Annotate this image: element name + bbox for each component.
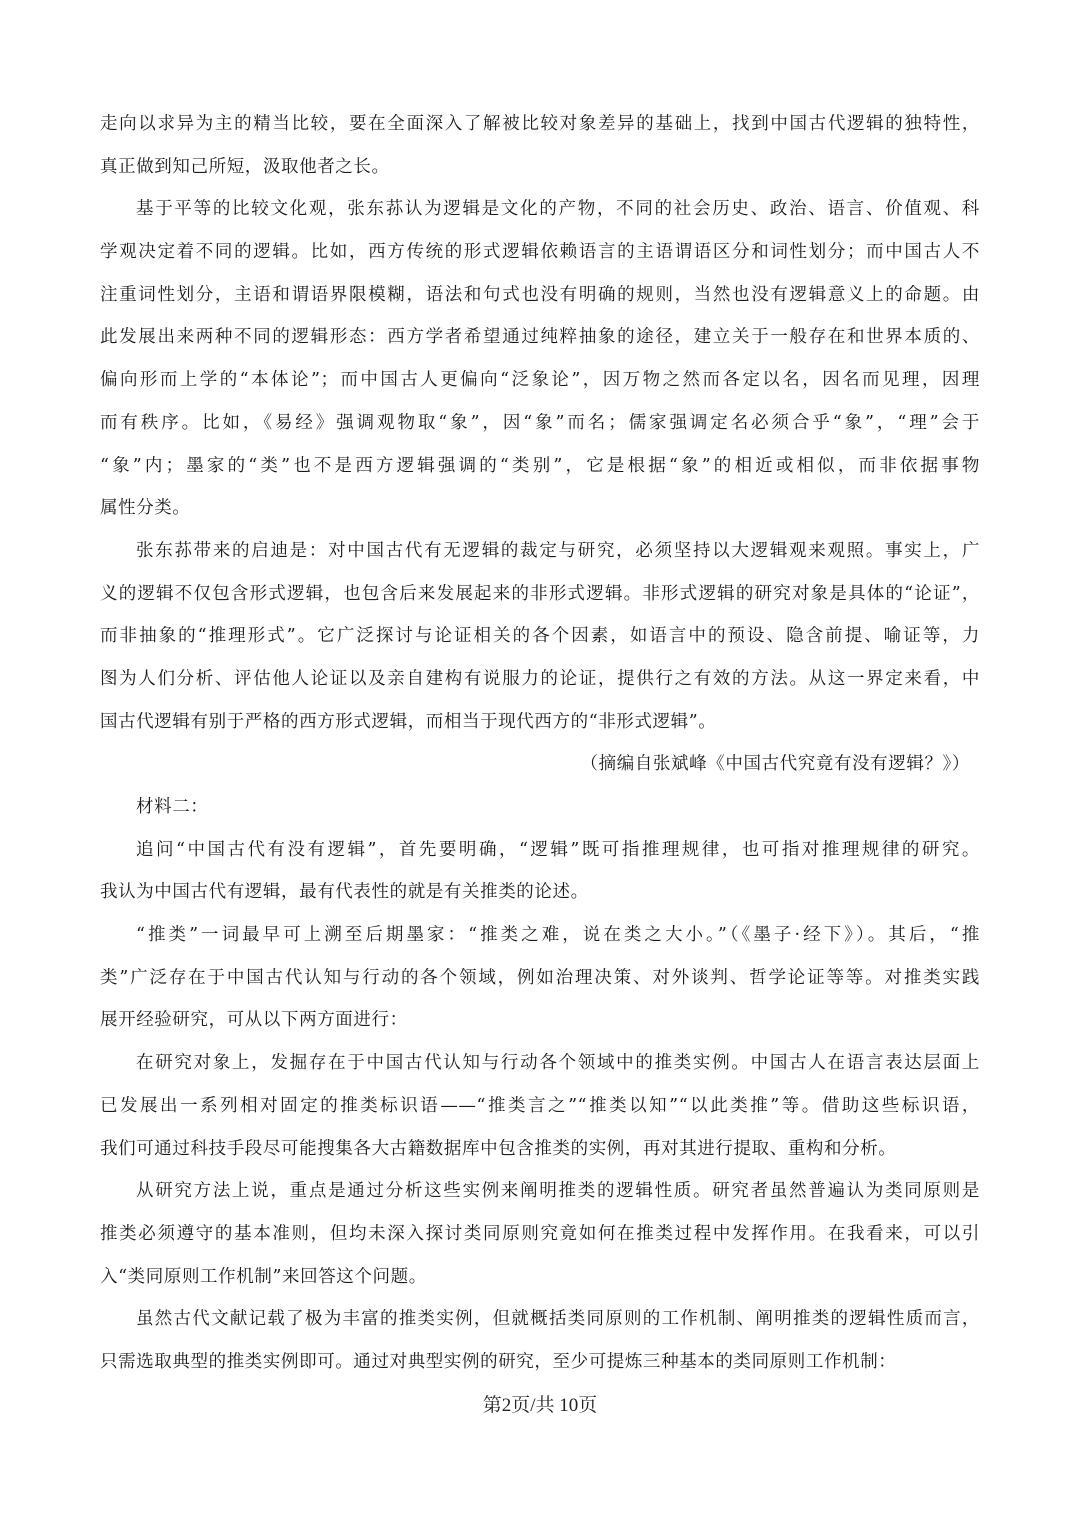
text-line: 学观决定着不同的逻辑。比如，西方传统的形式逻辑依赖语言的主语谓语区分和词性划分；而中国古人不	[100, 242, 980, 263]
paragraph-start-line: 追问“中国古代有没有逻辑”，首先要明确，“逻辑”既可指推理规律，也可指对推理规律的研究。	[136, 839, 980, 860]
text-line: 而非抽象的“推理形式”。它广泛探讨与论证相关的各个因素，如语言中的预设、隐含前提、喻证等，力	[100, 626, 980, 647]
paragraph-start-line: 基于平等的比较文化观，张东荪认为逻辑是文化的产物，不同的社会历史、政治、语言、价值观、科	[136, 199, 980, 220]
paragraph-start-line: 张东荪带来的启迪是：对中国古代有无逻辑的裁定与研究，必须坚持以大逻辑观来观照。事实上，广	[136, 540, 980, 561]
text-line: 义的逻辑不仅包含形式逻辑，也包含后来发展起来的非形式逻辑。非形式逻辑的研究对象是具体的“论证”，	[100, 583, 980, 604]
paragraph-start-line: 从研究方法上说，重点是通过分析这些实例来阐明推类的逻辑性质。研究者虽然普遍认为类同原则是	[136, 1181, 980, 1202]
page-number-footer: 第2页/共 10页	[482, 1395, 598, 1416]
paragraph-start-line: 在研究对象上，发掘存在于中国古代认知与行动各个领域中的推类实例。中国古人在语言表达层面上	[136, 1053, 980, 1074]
text-line: 图为人们分析、评估他人论证以及亲自建构有说服力的论证，提供行之有效的方法。从这一界定来看，中	[100, 668, 980, 689]
section-heading: 材料二：	[136, 797, 209, 817]
paragraph-start-line: 虽然古代文献记载了极为丰富的推类实例，但就概括类同原则的工作机制、阐明推类的逻辑性质而言，	[136, 1309, 980, 1330]
text-line: 此发展出来两种不同的逻辑形态：西方学者希望通过纯粹抽象的途径，建立关于一般存在和世界本质的、	[100, 327, 980, 348]
text-line: 我认为中国古代有逻辑，最有代表性的就是有关推类的论述。	[100, 882, 589, 903]
text-line: 我们可通过科技手段尽可能搜集各大古籍数据库中包含推类的实例，再对其进行提取、重构和分析。	[100, 1138, 897, 1159]
document-body	[100, 103, 980, 1384]
text-line: 只需选取典型的推类实例即可。通过对典型实例的研究，至少可提炼三种基本的类同原则工作机制：	[100, 1351, 897, 1372]
text-line: 偏向形而上学的“本体论”；而中国古人更偏向“泛象论”，因万物之然而各定以名，因名而见理，因理	[100, 370, 980, 391]
text-line: 而有秩序。比如，《易经》强调观物取“象”，因“象”而名；儒家强调定名必须合乎“象”，“理”会于	[100, 412, 980, 433]
paragraph-start-line: “推类”一词最早可上溯至后期墨家：“推类之难，说在类之大小。”（《墨子·经下》）。其后，“推	[136, 925, 980, 946]
text-line: 走向以求异为主的精当比较，要在全面深入了解被比较对象差异的基础上，找到中国古代逻辑的独特性，	[100, 114, 980, 134]
text-line: 真正做到知己所短，汲取他者之长。	[100, 156, 390, 177]
text-line: 推类必须遵守的基本准则，但均未深入探讨类同原则究竟如何在推类过程中发挥作用。在我看来，可以引	[100, 1223, 980, 1244]
text-line: 类”广泛存在于中国古代认知与行动的各个领域，例如治理决策、对外谈判、哲学论证等等。对推类实践	[100, 967, 980, 988]
source-citation: （摘编自张斌峰《中国古代究竟有没有逻辑？》）	[580, 754, 970, 775]
text-line: 国古代逻辑有别于严格的西方形式逻辑，而相当于现代西方的“非形式逻辑”。	[100, 711, 717, 732]
text-line: 属性分类。	[100, 498, 191, 519]
text-line: 入“类同原则工作机制”来回答这个问题。	[100, 1266, 427, 1287]
text-line: “象”内；墨家的“类”也不是西方逻辑强调的“类别”，它是根据“象”的相近或相似，而非依据事物	[100, 455, 980, 476]
text-line: 展开经验研究，可从以下两方面进行：	[100, 1010, 408, 1031]
text-line: 注重词性划分，主语和谓语界限模糊，语法和句式也没有明确的规则，当然也没有逻辑意义上的命题。由	[100, 284, 980, 305]
text-line: 已发展出一系列相对固定的推类标识语——“推类言之”“推类以知”“以此类推”等。借助这些标识语，	[100, 1095, 980, 1116]
